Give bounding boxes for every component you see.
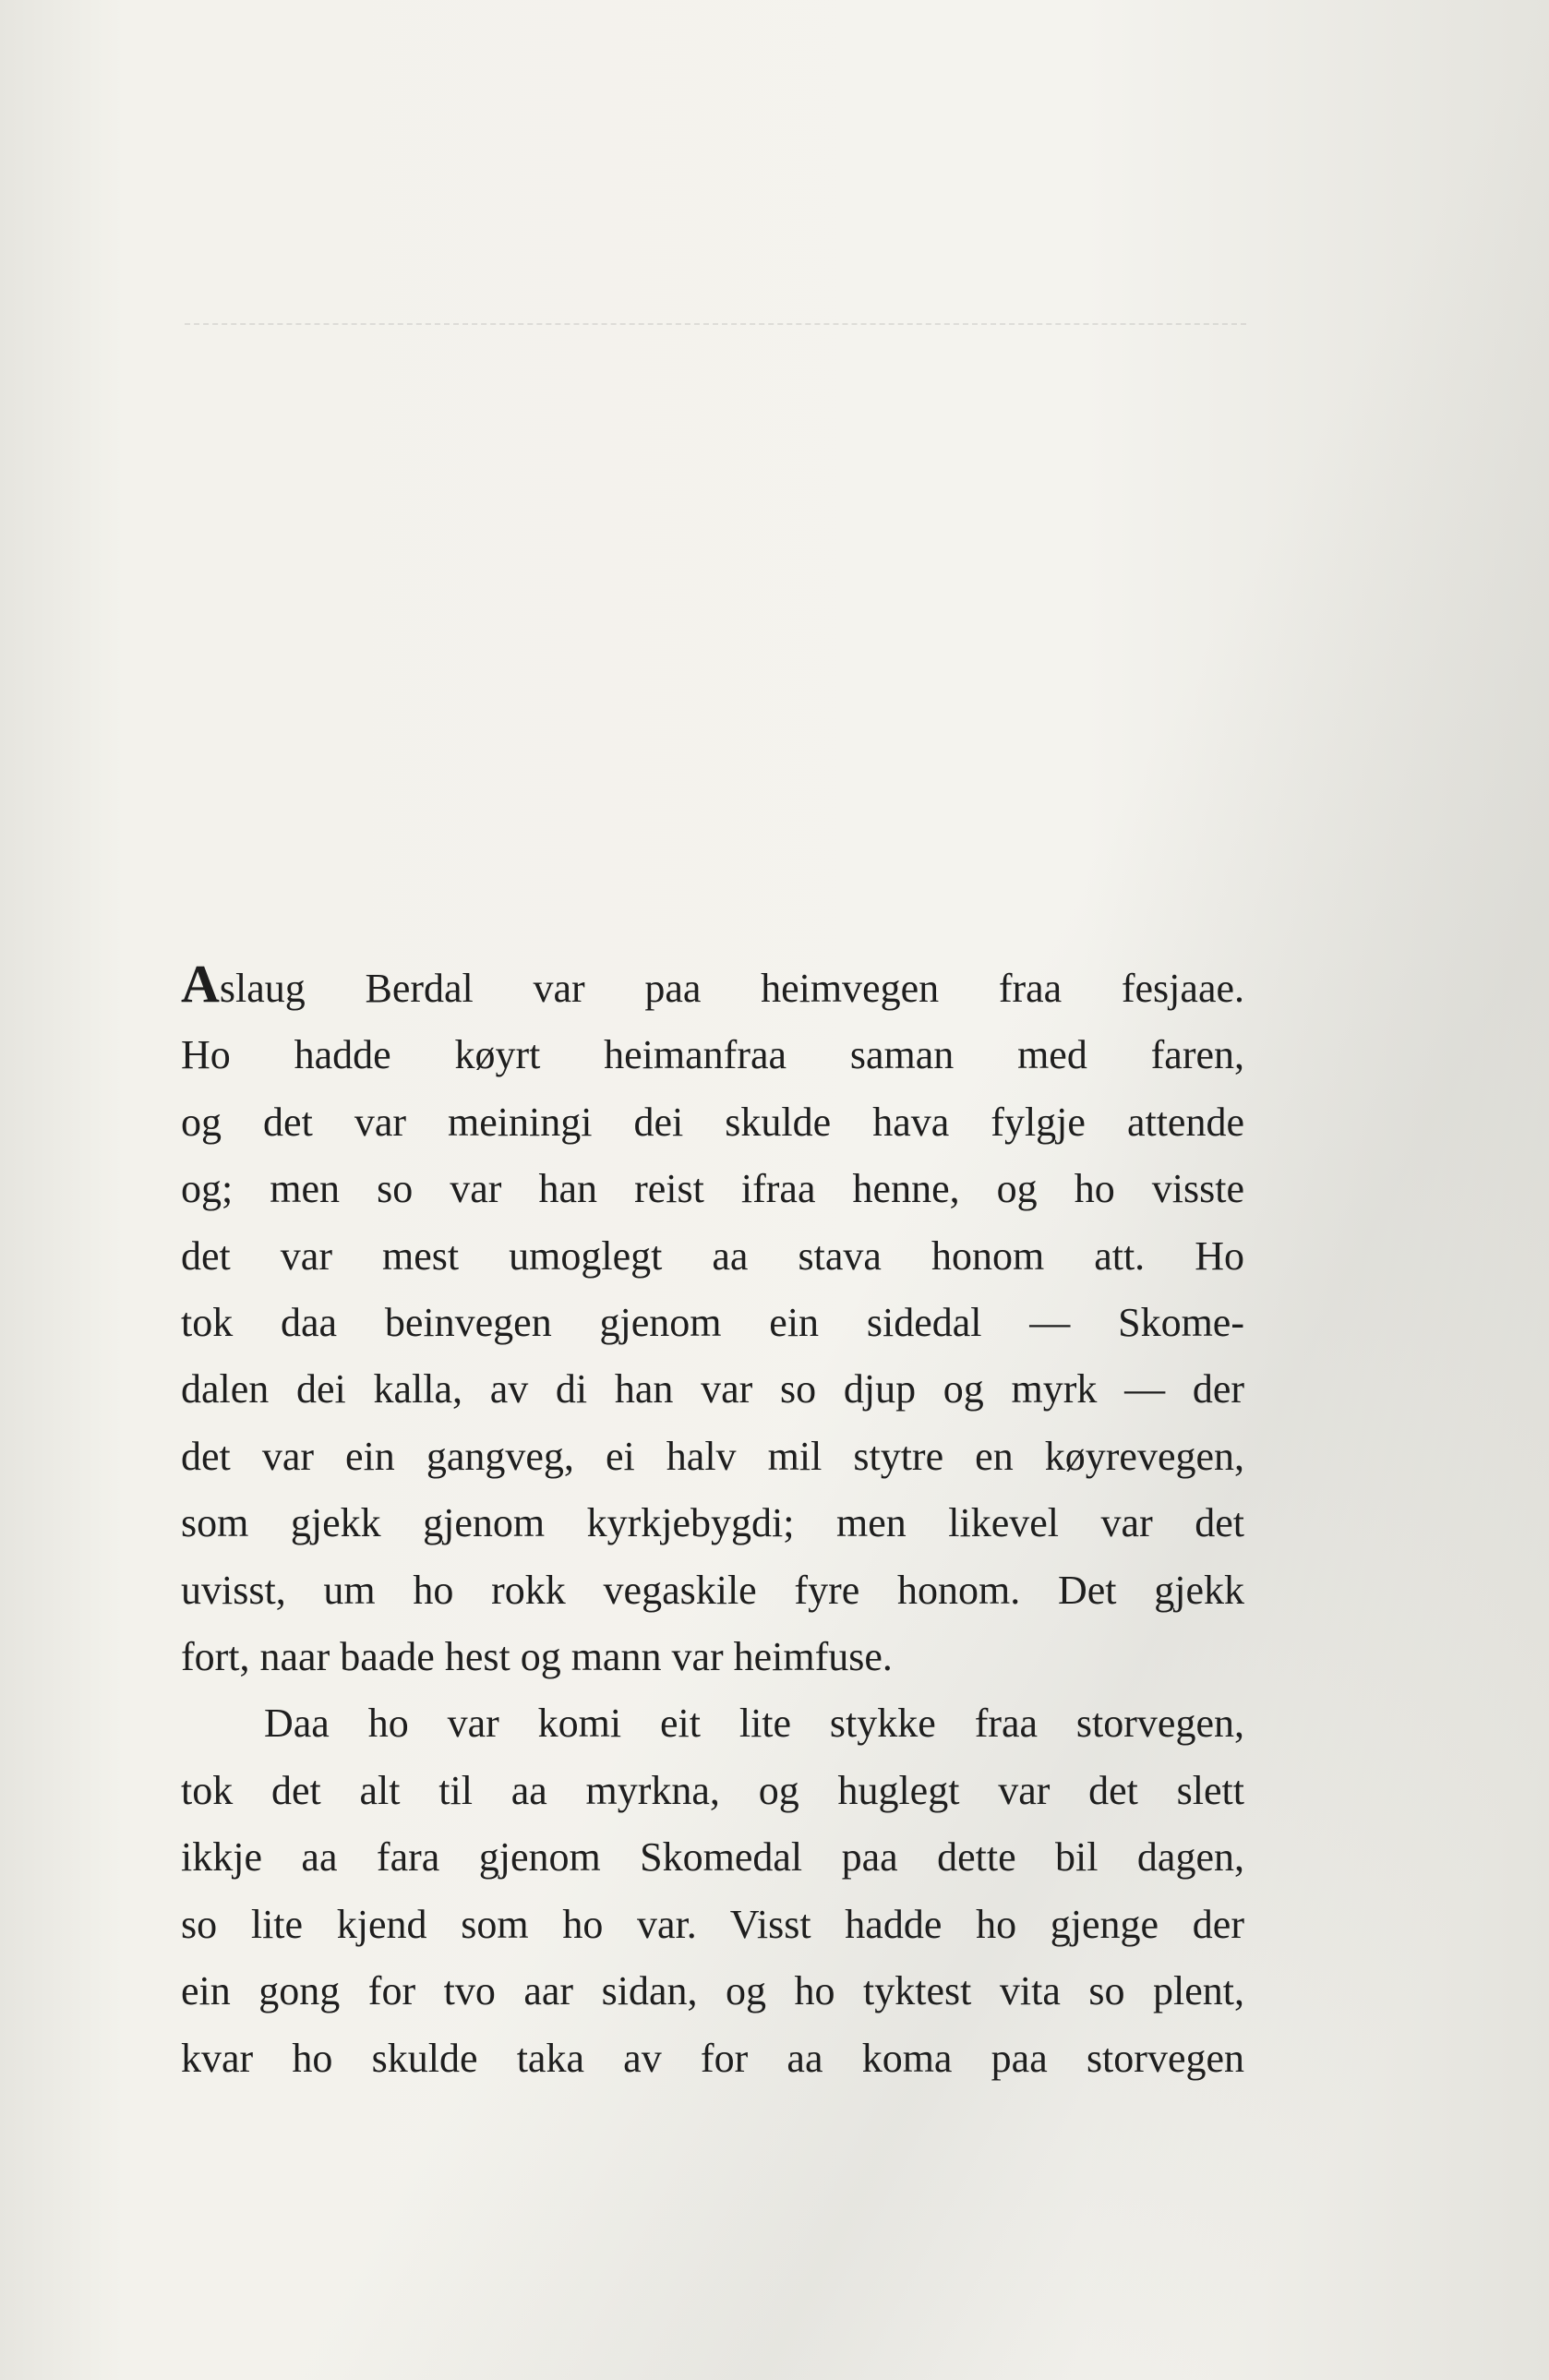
text-line: Aslaug Berdal var paa heimvegen fraa fesjaae. — [181, 954, 1244, 1014]
bleed-through-rule — [185, 323, 1246, 325]
text-line: kvar ho skulde taka av for aa koma paa storvegen — [181, 2035, 1244, 2081]
text-line: ein gong for tvo aar sidan, og ho tyktest vita so plent, — [181, 1968, 1244, 2014]
text-line: ikkje aa fara gjenom Skomedal paa dette bil dagen, — [181, 1834, 1244, 1881]
text-line: og; men so var han reist ifraa henne, og ho visste — [181, 1166, 1244, 1212]
drop-cap: A — [181, 954, 220, 1014]
text-line: som gjekk gjenom kyrkjebygdi; men likevel var det — [181, 1500, 1244, 1546]
paragraph-2 — [181, 1690, 1244, 2091]
text-line: tok daa beinvegen gjenom ein sidedal — Skome- — [181, 1300, 1244, 1346]
text-line: og det var meiningi dei skulde hava fylgje attende — [181, 1099, 1244, 1145]
text-line: fort, naar baade hest og mann var heimfuse. — [181, 1634, 893, 1680]
text-line: uvisst, um ho rokk vegaskile fyre honom. Det gjekk — [181, 1567, 1244, 1613]
paragraph-1 — [181, 956, 1244, 1690]
body-text — [181, 956, 1244, 2092]
text-line: Ho hadde køyrt heimanfraa saman med faren, — [181, 1032, 1244, 1078]
text-line: det var mest umoglegt aa stava honom att. Ho — [181, 1232, 1244, 1279]
text-line: dalen dei kalla, av di han var so djup og myrk — der — [181, 1366, 1244, 1412]
text-line: Daa ho var komi eit lite stykke fraa storvegen, — [264, 1701, 1244, 1747]
text-line: det var ein gangveg, ei halv mil stytre en køyrevegen, — [181, 1433, 1244, 1479]
text-line: so lite kjend som ho var. Visst hadde ho gjenge der — [181, 1901, 1244, 1947]
text-line: tok det alt til aa myrkna, og huglegt var det slett — [181, 1767, 1244, 1813]
